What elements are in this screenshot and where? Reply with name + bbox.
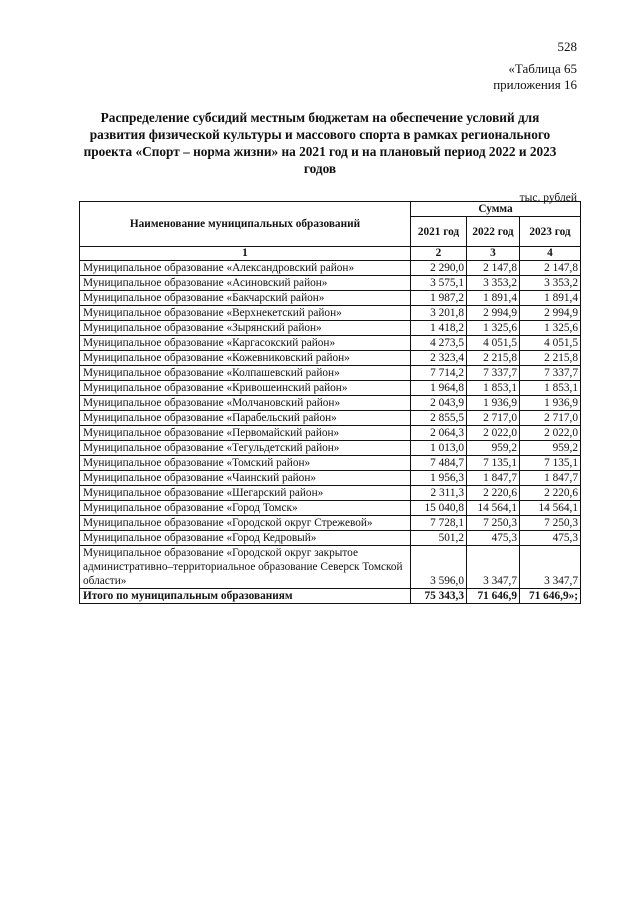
row-name-cell: Муниципальное образование «Шегарский район» — [80, 486, 411, 501]
row-value-2023: 4 051,5 — [520, 336, 581, 351]
row-value-2023: 7 250,3 — [520, 516, 581, 531]
col-number-1: 1 — [80, 247, 411, 261]
row-value-2023: 1 936,9 — [520, 396, 581, 411]
row-value-2021: 1 956,3 — [411, 471, 467, 486]
table-row — [80, 366, 581, 381]
row-value-2021: 1 987,2 — [411, 291, 467, 306]
table-row — [80, 276, 581, 291]
col-header-name: Наименование муниципальных образований — [80, 202, 411, 247]
table-row — [80, 501, 581, 516]
row-name-cell: Муниципальное образование «Асиновский район» — [80, 276, 411, 291]
row-value-2022: 475,3 — [467, 531, 520, 546]
row-name-cell: Муниципальное образование «Колпашевский район» — [80, 366, 411, 381]
table-row — [80, 336, 581, 351]
title-line-3: проекта «Спорт – норма жизни» на 2021 год и на плановый период 2022 и 2023 — [83, 144, 557, 159]
row-name-cell: Муниципальное образование «Бакчарский район» — [80, 291, 411, 306]
row-value-2023: 2 717,0 — [520, 411, 581, 426]
row-value-2023: 1 847,7 — [520, 471, 581, 486]
total-name-cell: Итого по муниципальным образованиям — [80, 589, 411, 604]
row-value-2021: 7 714,2 — [411, 366, 467, 381]
row-value-2021: 1 418,2 — [411, 321, 467, 336]
row-value-2021: 1 964,8 — [411, 381, 467, 396]
row-value-2022: 2 022,0 — [467, 426, 520, 441]
row-name-cell: Муниципальное образование «Верхнекетский район» — [80, 306, 411, 321]
column-number-row — [80, 247, 581, 261]
row-value-2022: 1 847,7 — [467, 471, 520, 486]
row-value-2022: 1 891,4 — [467, 291, 520, 306]
attachment-line-2: приложения 16 — [493, 77, 577, 92]
table-row — [80, 426, 581, 441]
row-name-cell: Муниципальное образование «Кожевниковский район» — [80, 351, 411, 366]
table-row — [80, 456, 581, 471]
col-header-2023: 2023 год — [520, 217, 581, 247]
row-value-2022: 7 250,3 — [467, 516, 520, 531]
row-value-2022: 1 325,6 — [467, 321, 520, 336]
table-row — [80, 471, 581, 486]
row-value-2021: 3 201,8 — [411, 306, 467, 321]
table-row — [80, 411, 581, 426]
row-value-2023: 2 994,9 — [520, 306, 581, 321]
row-name-cell: Муниципальное образование «Молчановский район» — [80, 396, 411, 411]
row-value-2021: 4 273,5 — [411, 336, 467, 351]
row-value-2022: 1 936,9 — [467, 396, 520, 411]
table-row — [80, 396, 581, 411]
row-value-2023: 1 325,6 — [520, 321, 581, 336]
table-row — [80, 291, 581, 306]
row-value-2022: 3 353,2 — [467, 276, 520, 291]
row-name-cell: Муниципальное образование «Городской округ закрытое административно–территориальное образование Северск Томской области» — [80, 546, 411, 589]
row-value-2023: 2 220,6 — [520, 486, 581, 501]
table-row — [80, 351, 581, 366]
row-value-2021: 3 596,0 — [411, 546, 467, 589]
row-name-cell: Муниципальное образование «Каргасокский район» — [80, 336, 411, 351]
row-value-2021: 3 575,1 — [411, 276, 467, 291]
row-name-cell: Муниципальное образование «Городской округ Стрежевой» — [80, 516, 411, 531]
row-name-cell: Муниципальное образование «Парабельский район» — [80, 411, 411, 426]
attachment-reference — [493, 61, 577, 93]
row-value-2023: 7 337,7 — [520, 366, 581, 381]
row-name-cell: Муниципальное образование «Чаинский район» — [80, 471, 411, 486]
row-value-2021: 2 323,4 — [411, 351, 467, 366]
title-line-2: развития физической культуры и массового спорта в рамках регионального — [89, 127, 551, 142]
table-row — [80, 531, 581, 546]
col-header-2021: 2021 год — [411, 217, 467, 247]
table-row — [80, 441, 581, 456]
row-value-2021: 2 043,9 — [411, 396, 467, 411]
row-value-2021: 15 040,8 — [411, 501, 467, 516]
table-body — [80, 261, 581, 604]
row-value-2022: 959,2 — [467, 441, 520, 456]
row-name-cell: Муниципальное образование «Город Томск» — [80, 501, 411, 516]
row-value-2021: 2 855,5 — [411, 411, 467, 426]
total-value-2021: 75 343,3 — [411, 589, 467, 604]
title-line-1: Распределение субсидий местным бюджетам на обеспечение условий для — [100, 110, 540, 125]
row-value-2023: 475,3 — [520, 531, 581, 546]
attachment-line-1: «Таблица 65 — [508, 61, 577, 76]
row-value-2022: 14 564,1 — [467, 501, 520, 516]
row-value-2021: 1 013,0 — [411, 441, 467, 456]
row-value-2022: 1 853,1 — [467, 381, 520, 396]
row-value-2023: 1 891,4 — [520, 291, 581, 306]
row-value-2021: 501,2 — [411, 531, 467, 546]
document-title — [60, 109, 580, 177]
col-number-2: 2 — [411, 247, 467, 261]
row-value-2022: 4 051,5 — [467, 336, 520, 351]
row-value-2023: 3 347,7 — [520, 546, 581, 589]
total-value-2022: 71 646,9 — [467, 589, 520, 604]
table-row — [80, 516, 581, 531]
row-value-2022: 7 337,7 — [467, 366, 520, 381]
table-row — [80, 306, 581, 321]
col-header-2022: 2022 год — [467, 217, 520, 247]
row-value-2021: 2 311,3 — [411, 486, 467, 501]
row-value-2021: 2 064,3 — [411, 426, 467, 441]
row-value-2023: 14 564,1 — [520, 501, 581, 516]
col-header-sum: Сумма — [411, 202, 581, 217]
table-row — [80, 486, 581, 501]
total-row — [80, 589, 581, 604]
header-row — [80, 202, 581, 217]
row-value-2022: 2 220,6 — [467, 486, 520, 501]
row-value-2022: 2 147,8 — [467, 261, 520, 276]
row-value-2021: 2 290,0 — [411, 261, 467, 276]
col-number-4: 4 — [520, 247, 581, 261]
row-name-cell: Муниципальное образование «Первомайский район» — [80, 426, 411, 441]
page-number: 528 — [557, 39, 577, 54]
row-value-2023: 959,2 — [520, 441, 581, 456]
row-value-2021: 7 728,1 — [411, 516, 467, 531]
row-name-cell: Муниципальное образование «Томский район» — [80, 456, 411, 471]
row-name-cell: Муниципальное образование «Город Кедровый» — [80, 531, 411, 546]
row-value-2022: 7 135,1 — [467, 456, 520, 471]
row-name-cell: Муниципальное образование «Зырянский район» — [80, 321, 411, 336]
total-value-2023: 71 646,9»; — [520, 589, 581, 604]
table-row — [80, 321, 581, 336]
table-row — [80, 261, 581, 276]
subsidy-table — [79, 201, 581, 604]
unit-label: тыс. рублей — [519, 192, 577, 204]
table-row — [80, 546, 581, 589]
title-line-4: годов — [303, 161, 337, 176]
row-value-2023: 7 135,1 — [520, 456, 581, 471]
row-value-2022: 2 717,0 — [467, 411, 520, 426]
row-value-2022: 2 215,8 — [467, 351, 520, 366]
row-value-2022: 3 347,7 — [467, 546, 520, 589]
table-row — [80, 381, 581, 396]
row-name-cell: Муниципальное образование «Кривошеинский район» — [80, 381, 411, 396]
row-value-2023: 3 353,2 — [520, 276, 581, 291]
row-value-2023: 2 022,0 — [520, 426, 581, 441]
row-name-cell: Муниципальное образование «Тегульдетский район» — [80, 441, 411, 456]
row-value-2023: 1 853,1 — [520, 381, 581, 396]
row-value-2023: 2 215,8 — [520, 351, 581, 366]
row-value-2022: 2 994,9 — [467, 306, 520, 321]
row-value-2021: 7 484,7 — [411, 456, 467, 471]
row-name-cell: Муниципальное образование «Александровский район» — [80, 261, 411, 276]
row-value-2023: 2 147,8 — [520, 261, 581, 276]
col-number-3: 3 — [467, 247, 520, 261]
